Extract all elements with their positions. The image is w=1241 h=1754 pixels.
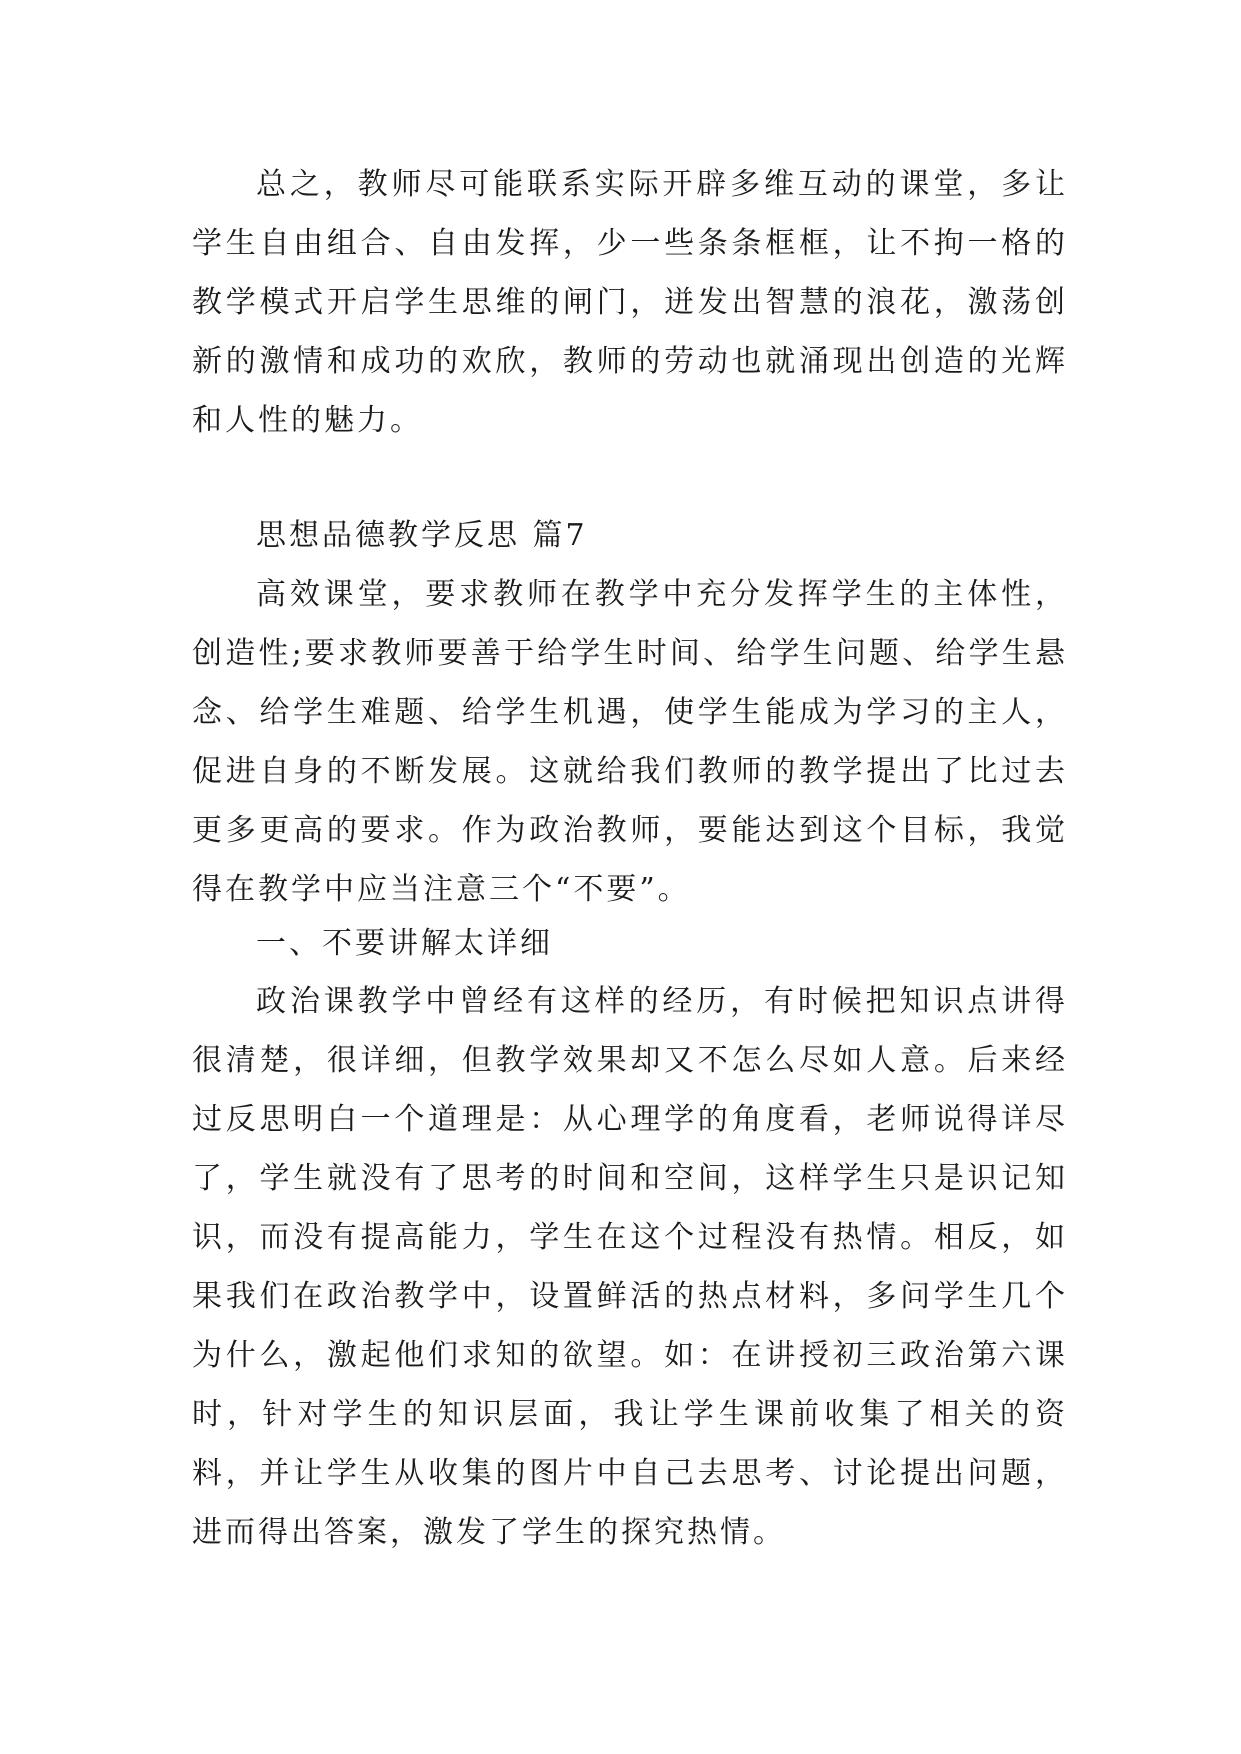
body-paragraph: 政治课教学中曾经有这样的经历，有时候把知识点讲得很清楚，很详细，但教学效果却又不怎么尽如人意。后来经过反思明白一个道理是：从心理学的角度看，老师说得详尽了，学生就没有了思考的时间和空间，这样学生只是识记知识，而没有提高能力，学生在这个过程没有热情。相反，如果我们在政治教学中，设置鲜活的热点材料，多问学生几个为什么，激起他们求知的欲望。如：在讲授初三政治第六课时，针对学生的知识层面，我让学生课前收集了相关的资料，并让学生从收集的图片中自己去思考、讨论提出问题，进而得出答案，激发了学生的探究热情。 xyxy=(192,984,1068,1550)
section-heading: 思想品德教学反思 篇7 xyxy=(256,518,588,553)
subheading: 一、不要讲解太详细 xyxy=(256,926,553,961)
body-paragraph: 高效课堂，要求教师在教学中充分发挥学生的主体性，创造性;要求教师要善于给学生时间、给学生问题、给学生悬念、给学生难题、给学生机遇，使学生能成为学习的主人，促进自身的不断发展。这就给我们教师的教学提出了比过去更多更高的要求。作为政治教师，要能达到这个目标，我觉得在教学中应当注意三个“不要”。 xyxy=(192,577,1068,907)
body-paragraph: 总之，教师尽可能联系实际开辟多维互动的课堂，多让学生自由组合、自由发挥，少一些条条框框，让不拘一格的教学模式开启学生思维的闸门，迸发出智慧的浪花，激荡创新的激情和成功的欢欣，教师的劳动也就涌现出创造的光辉和人性的魅力。 xyxy=(192,167,1068,438)
